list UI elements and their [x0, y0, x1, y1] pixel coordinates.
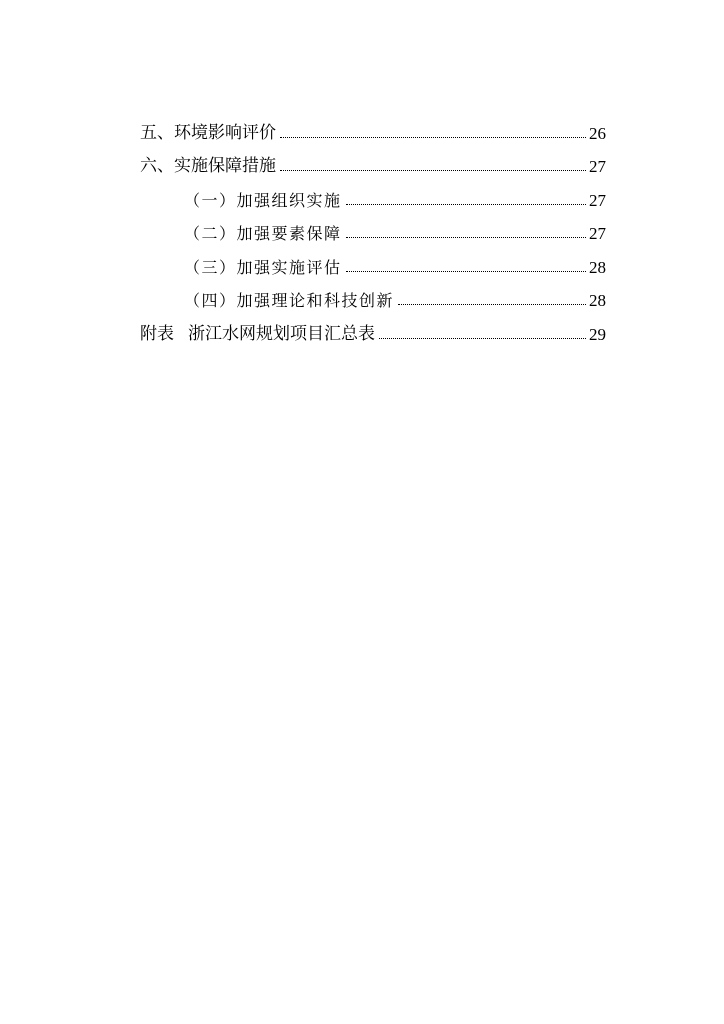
toc-entry-title: 五、环境影响评价 [140, 122, 276, 143]
toc-dot-leader [379, 338, 586, 339]
toc-page-number: 27 [589, 190, 606, 210]
toc-dot-leader [280, 137, 586, 138]
toc-dot-leader [346, 204, 586, 205]
toc-dot-leader [346, 237, 586, 238]
toc-entry-theory-innovation[interactable] [140, 276, 606, 310]
toc-entry-title [140, 323, 379, 344]
toc-entry-environmental-impact[interactable] [140, 108, 606, 142]
toc-entry-title: （二）加强要素保障 [184, 224, 342, 243]
toc-page-number: 28 [589, 257, 606, 277]
toc-dot-leader [398, 304, 586, 305]
toc-page-number: 27 [589, 157, 606, 176]
toc-entry-implementation-measures[interactable] [140, 142, 606, 176]
toc-dot-leader [280, 170, 586, 171]
toc-entry-title: （一）加强组织实施 [184, 190, 342, 210]
toc-entry-implementation-evaluation[interactable] [140, 242, 606, 276]
toc-page-number: 29 [589, 324, 606, 344]
toc-appendix-title: 浙江水网规划项目汇总表 [188, 323, 375, 344]
toc-entry-organization[interactable] [140, 175, 606, 209]
toc-dot-leader [346, 271, 586, 272]
toc-page-number: 28 [589, 291, 606, 310]
toc-page-number: 26 [589, 123, 606, 143]
toc-appendix-label: 附表 [140, 323, 174, 344]
toc-page-number: 27 [589, 224, 606, 243]
toc-entry-title: （三）加强实施评估 [184, 257, 342, 277]
toc-entry-title: （四）加强理论和科技创新 [184, 291, 395, 310]
table-of-contents [140, 108, 606, 343]
toc-entry-title: 六、实施保障措施 [140, 156, 276, 176]
toc-entry-appendix-table[interactable] [140, 309, 606, 343]
toc-entry-resource-guarantee[interactable] [140, 209, 606, 243]
